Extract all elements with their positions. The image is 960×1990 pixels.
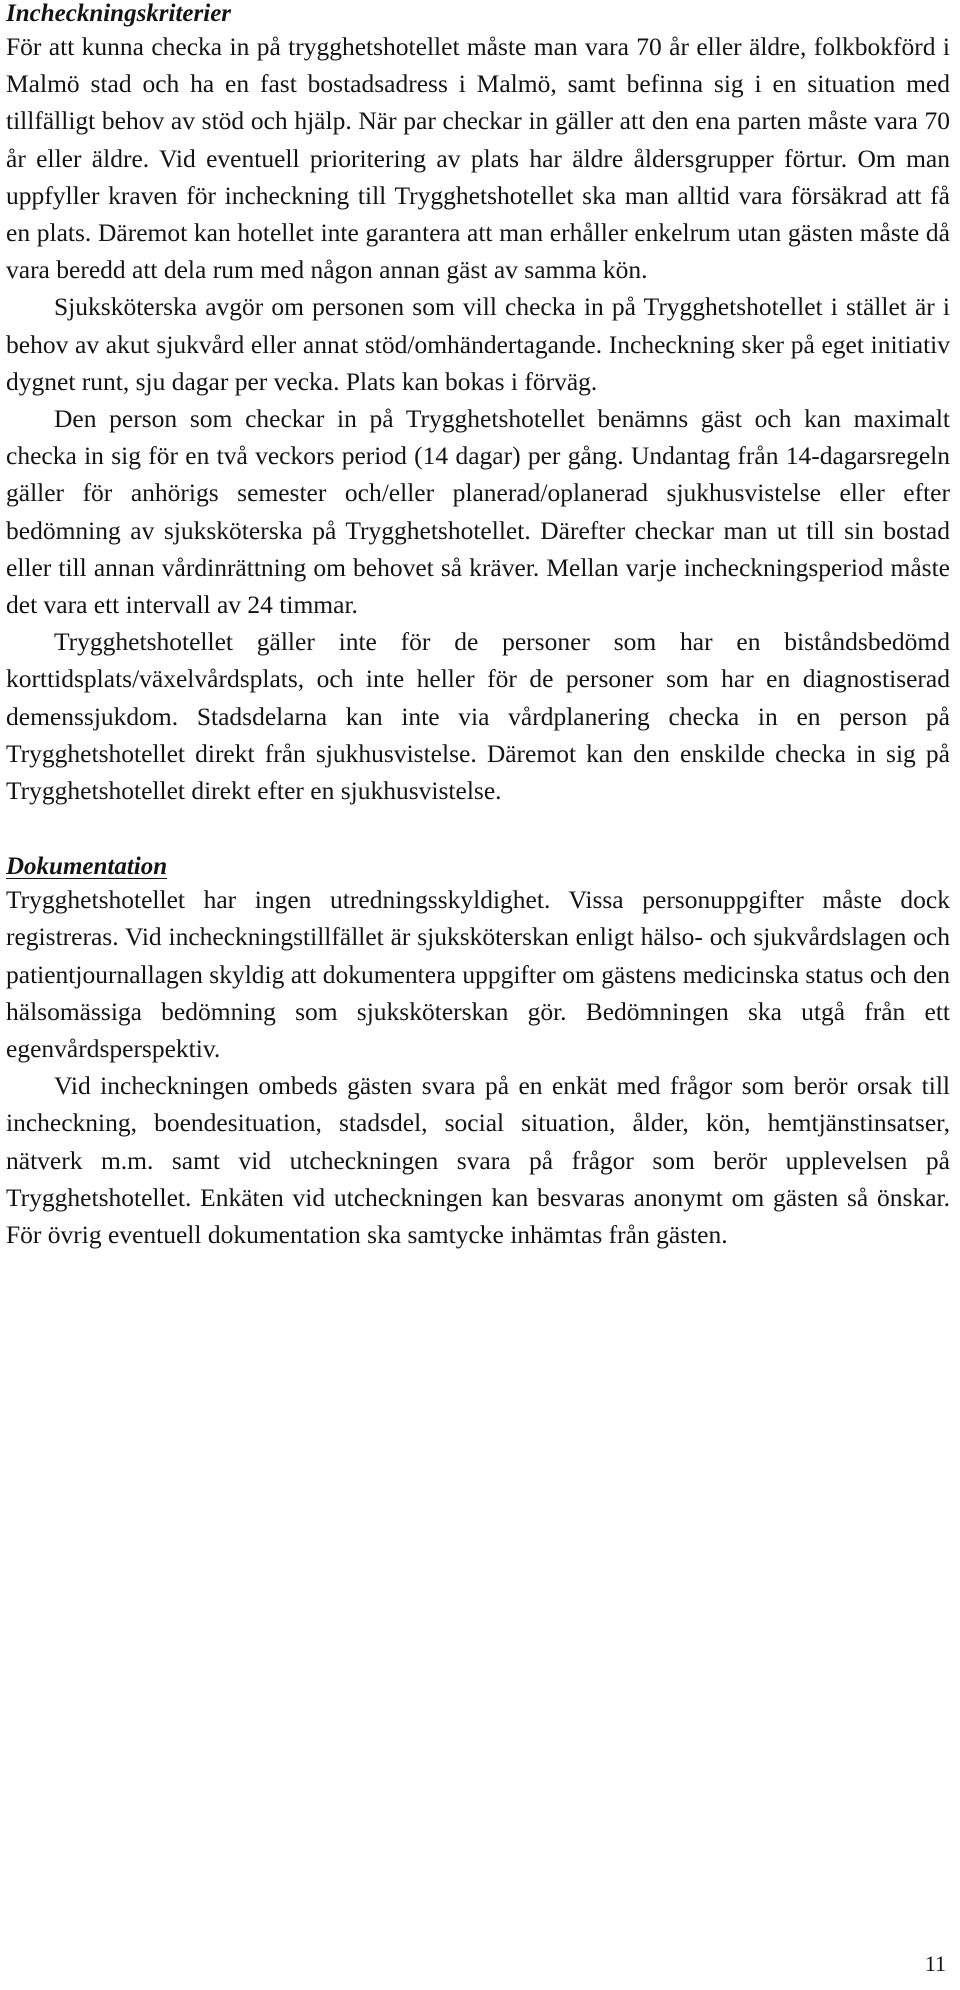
paragraph-exclusions: Trygghetshotellet gäller inte för de personer som har en biståndsbedömd korttidsplats/växelvårdsplats, och inte heller för de personer som har en diagnostiserad demenssjukdom. Stadsdelarna kan inte via vårdplanering checka in en person på Trygghetshotellet direkt från sjukhusvistelse. Däremot kan den enskilde checka in sig på Trygghetshotellet direkt efter en sjukhusvistelse. bbox=[6, 627, 950, 806]
document-page bbox=[6, 0, 950, 1253]
paragraph-nurse-assessment: Sjuksköterska avgör om personen som vill checka in på Trygghetshotellet i stället är i behov av akut sjukvård eller annat stöd/omhändertagande. Incheckning sker på eget initiativ dygnet runt, sju dagar per vecka. Plats kan bokas i förväg. bbox=[6, 292, 950, 396]
paragraph-guest-period: Den person som checkar in på Trygghetshotellet benämns gäst och kan maximalt checka in sig för en två veckors period (14 dagar) per gång. Undantag från 14-dagarsregeln gäller för anhörigs semester och/eller planerad/oplanerad sjukhusvistelse eller efter bedömning av sjuksköterska på Trygghetshotellet. Därefter checkar man ut till sin bostad eller till annan vårdinrättning om behovet så kräver. Mellan varje incheckningsperiod måste det vara ett intervall av 24 timmar. bbox=[6, 404, 950, 620]
paragraph-survey: Vid incheckningen ombeds gästen svara på en enkät med frågor som berör orsak till incheckning, boendesituation, stadsdel, social situation, ålder, kön, hemtjänstinsatser, nätverk m.m. samt vid utcheckningen svara på frågor som berör upplevelsen på Trygghetshotellet. Enkäten vid utcheckningen kan besvaras anonymt om gästen så önskar. För övrig eventuell dokumentation ska samtycke inhämtas från gästen. bbox=[6, 1071, 950, 1250]
section-title-incheckningskriterier: Incheckningskriterier bbox=[6, 0, 232, 27]
paragraph-registration: Trygghetshotellet har ingen utredningsskyldighet. Vissa personuppgifter måste dock registreras. Vid incheckningstillfället är sjuksköterskan enligt hälso- och sjukvårdslagen och patientjournallagen skyldig att dokumentera uppgifter om gästens medicinska status och den hälsomässiga bedömning som sjuksköterskan gör. Bedömningen ska utgå från ett egenvårdsperspektiv. bbox=[6, 885, 950, 1064]
page-number: 11 bbox=[924, 1951, 946, 1976]
paragraph-eligibility: För att kunna checka in på trygghetshotellet måste man vara 70 år eller äldre, folkbokförd i Malmö stad och ha en fast bostadsadress i Malmö, samt befinna sig i en situation med tillfälligt behov av stöd och hjälp. När par checkar in gäller att den ena parten måste vara 70 år eller äldre. Vid eventuell prioritering av plats har äldre åldersgrupper förtur. Om man uppfyller kraven för incheckning till Trygghetshotellet ska man alltid vara försäkrad att få en plats. Däremot kan hotellet inte garantera att man erhåller enkelrum utan gästen måste då vara beredd att dela rum med någon annan gäst av samma kön. bbox=[6, 32, 950, 285]
section-title-dokumentation: Dokumentation bbox=[6, 853, 168, 881]
